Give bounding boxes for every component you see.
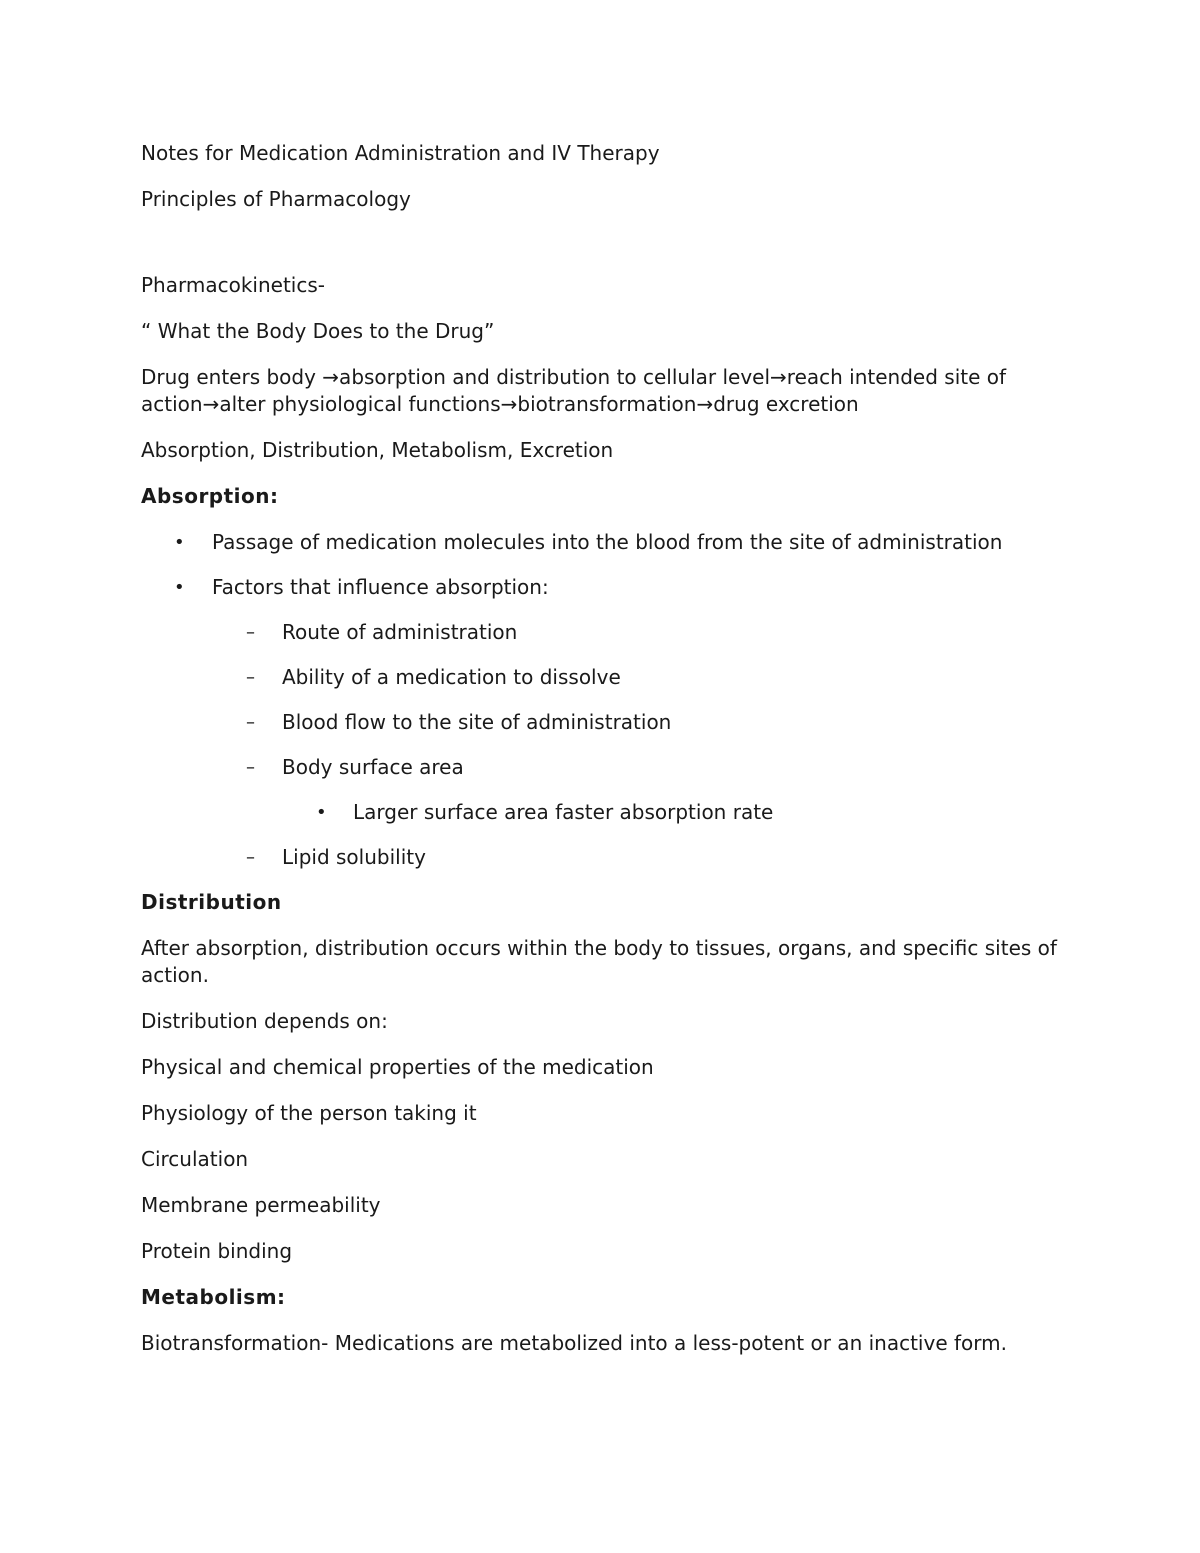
dash-icon: – xyxy=(246,712,255,733)
document-page xyxy=(141,140,1061,1376)
distribution-factor: Physiology of the person taking it xyxy=(141,1101,477,1125)
list-item xyxy=(141,709,1061,736)
distribution-factor: Membrane permeability xyxy=(141,1193,381,1217)
blank-line xyxy=(141,232,1061,272)
distribution-factor: Protein binding xyxy=(141,1239,293,1263)
metabolism-heading: Metabolism: xyxy=(141,1285,286,1309)
document-subtitle: Principles of Pharmacology xyxy=(141,187,411,211)
pharmacokinetics-flow: Drug enters body →absorption and distribution to cellular level→reach intended site of action→alter physiological functions→biotransformation→drug excretion xyxy=(141,365,1007,416)
document-title: Notes for Medication Administration and IV Therapy xyxy=(141,141,660,165)
list-item-text: Blood flow to the site of administration xyxy=(282,710,672,734)
metabolism-text: Biotransformation- Medications are metabolized into a less-potent or an inactive form. xyxy=(141,1331,1007,1355)
dash-icon: – xyxy=(246,622,255,643)
list-item-text: Larger surface area faster absorption rate xyxy=(353,800,774,824)
list-item-text: Passage of medication molecules into the blood from the site of administration xyxy=(212,530,1003,554)
distribution-depends: Distribution depends on: xyxy=(141,1009,388,1033)
list-item xyxy=(141,664,1061,691)
bullet-icon: • xyxy=(316,802,327,823)
list-item-text: Lipid solubility xyxy=(282,845,426,869)
distribution-factor: Physical and chemical properties of the medication xyxy=(141,1055,654,1079)
list-item-text: Factors that influence absorption: xyxy=(212,575,549,599)
distribution-factor: Circulation xyxy=(141,1147,249,1171)
distribution-heading: Distribution xyxy=(141,890,282,914)
list-item xyxy=(141,574,1061,601)
absorption-heading: Absorption: xyxy=(141,484,279,508)
list-item-text: Ability of a medication to dissolve xyxy=(282,665,621,689)
distribution-intro: After absorption, distribution occurs within the body to tissues, organs, and specific sites of action. xyxy=(141,936,1057,987)
pharmacokinetics-heading: Pharmacokinetics- xyxy=(141,273,325,297)
list-item xyxy=(141,754,1061,781)
bullet-icon: • xyxy=(174,532,185,553)
dash-icon: – xyxy=(246,757,255,778)
list-item xyxy=(141,799,1061,826)
bullet-icon: • xyxy=(174,577,185,598)
list-item xyxy=(141,619,1061,646)
dash-icon: – xyxy=(246,667,255,688)
list-item-text: Route of administration xyxy=(282,620,518,644)
list-item-text: Body surface area xyxy=(282,755,464,779)
dash-icon: – xyxy=(246,847,255,868)
pharmacokinetics-phases: Absorption, Distribution, Metabolism, Excretion xyxy=(141,438,614,462)
pharmacokinetics-quote: “ What the Body Does to the Drug” xyxy=(141,319,495,343)
list-item xyxy=(141,529,1061,556)
list-item xyxy=(141,844,1061,871)
